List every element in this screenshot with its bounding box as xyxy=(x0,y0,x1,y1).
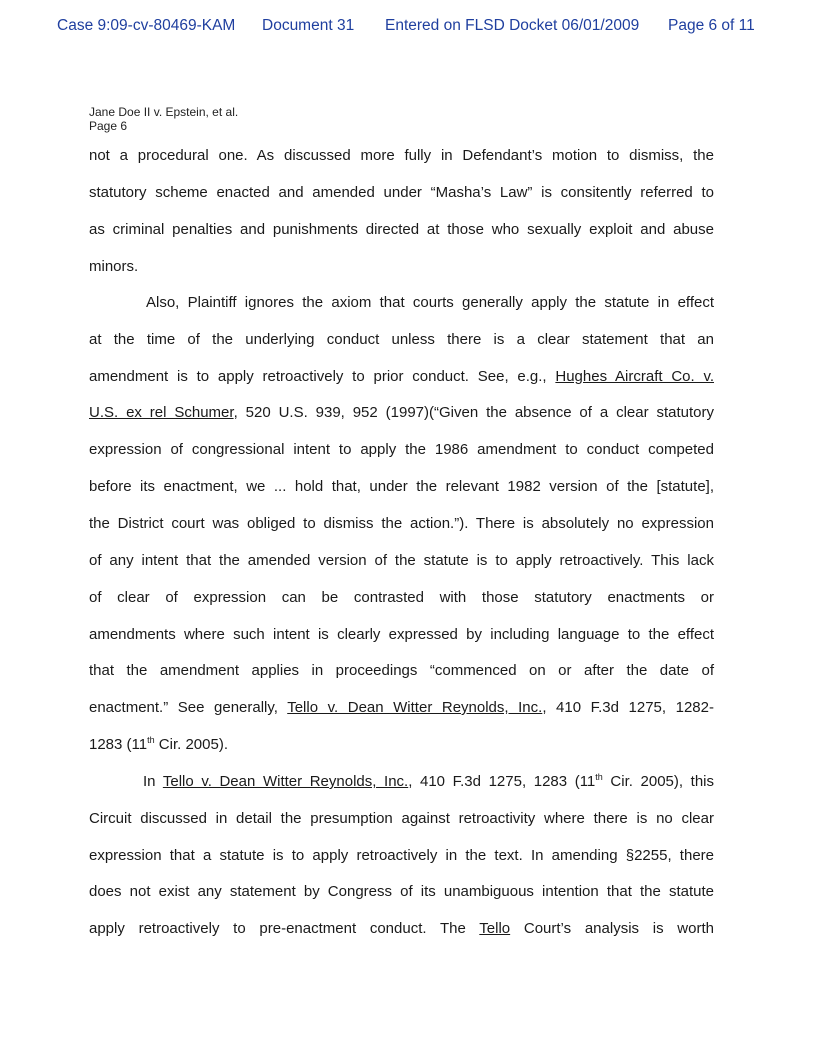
page-label: Page 6 xyxy=(89,119,128,133)
text-line xyxy=(89,662,714,680)
text-line xyxy=(89,699,714,717)
text-segment: Cir. 2005), this xyxy=(602,773,714,790)
text-segment: apply retroactively to pre-enactment conduct. The xyxy=(89,920,480,937)
text-segment: at the time of the underlying conduct unless there is a clear statement that an xyxy=(89,331,714,348)
text-segment: expression that a statute is to apply retroactively in the text. In amending §2255, there xyxy=(89,847,714,864)
text-line xyxy=(89,147,714,165)
text-segment: Cir. 2005). xyxy=(154,736,228,753)
text-line xyxy=(89,847,714,865)
ordinal-suffix: th xyxy=(595,772,603,782)
text-line xyxy=(89,404,714,422)
text-line xyxy=(89,810,714,828)
case-citation: Hughes Aircraft Co. v. xyxy=(555,368,714,385)
ordinal-suffix: th xyxy=(147,735,155,745)
text-line xyxy=(89,221,714,239)
document-number: Document 31 xyxy=(262,17,355,34)
text-line xyxy=(89,478,714,496)
text-segment: as criminal penalties and punishments directed at those who sexually exploit and abuse xyxy=(89,221,714,238)
text-line xyxy=(89,883,714,901)
docket-entry-date: Entered on FLSD Docket 06/01/2009 xyxy=(385,17,640,34)
case-citation: Tello v. Dean Witter Reynolds, Inc. xyxy=(287,699,543,716)
text-line xyxy=(89,920,714,938)
text-segment: amendments where such intent is clearly expressed by including language to the effect xyxy=(89,626,714,643)
text-line xyxy=(143,773,714,791)
text-segment: Circuit discussed in detail the presumption against retroactivity where there is no clear xyxy=(89,810,714,827)
text-segment: In xyxy=(143,773,163,790)
text-line xyxy=(89,184,714,202)
text-line xyxy=(146,294,714,312)
text-segment: , 410 F.3d 1275, 1282- xyxy=(542,699,714,716)
case-citation: Tello v. Dean Witter Reynolds, Inc. xyxy=(162,773,409,790)
text-segment: Court’s analysis is worth xyxy=(510,920,714,937)
text-line xyxy=(89,736,714,754)
text-line xyxy=(89,515,714,533)
case-citation: U.S. ex rel Schumer xyxy=(89,404,234,421)
text-line xyxy=(89,589,714,607)
text-segment: that the amendment applies in proceedings “commenced on or after the date of xyxy=(89,662,714,679)
case-caption: Jane Doe II v. Epstein, et al. xyxy=(89,105,239,119)
text-segment: minors. xyxy=(89,258,139,275)
text-segment: does not exist any statement by Congress of its unambiguous intention that the statute xyxy=(89,883,714,900)
text-segment: , 410 F.3d 1275, 1283 (11 xyxy=(408,773,596,790)
text-line xyxy=(89,368,714,386)
text-segment: not a procedural one. As discussed more fully in Defendant’s motion to dismiss, the xyxy=(89,147,714,164)
text-line xyxy=(89,441,714,459)
case-number: Case 9:09-cv-80469-KAM xyxy=(57,17,236,34)
text-segment: the District court was obliged to dismiss the action.”). There is absolutely no expression xyxy=(89,515,714,532)
text-segment: statutory scheme enacted and amended under “Masha’s Law” is consitently referred to xyxy=(89,184,714,201)
text-segment: enactment.” See generally, xyxy=(89,699,288,716)
text-segment: of any intent that the amended version of the statute is to apply retroactively. This lack xyxy=(89,552,714,569)
text-segment: , 520 U.S. 939, 952 (1997)(“Given the absence of a clear statutory xyxy=(233,404,714,421)
text-segment: amendment is to apply retroactively to prior conduct. See, e.g., xyxy=(89,368,556,385)
text-segment: of clear of expression can be contrasted with those statutory enactments or xyxy=(89,589,714,606)
case-citation: Tello xyxy=(479,920,511,937)
text-line xyxy=(89,331,714,349)
text-segment: before its enactment, we ... hold that, under the relevant 1982 version of the [statute], xyxy=(89,478,714,495)
text-line xyxy=(89,626,714,644)
text-segment: 1283 (11 xyxy=(89,736,148,753)
text-line xyxy=(89,552,714,570)
text-segment: Also, Plaintiff ignores the axiom that courts generally apply the statute in effect xyxy=(146,294,714,311)
text-line xyxy=(89,258,714,276)
page-count: Page 6 of 11 xyxy=(668,17,755,34)
text-segment: expression of congressional intent to apply the 1986 amendment to conduct competed xyxy=(89,441,714,458)
